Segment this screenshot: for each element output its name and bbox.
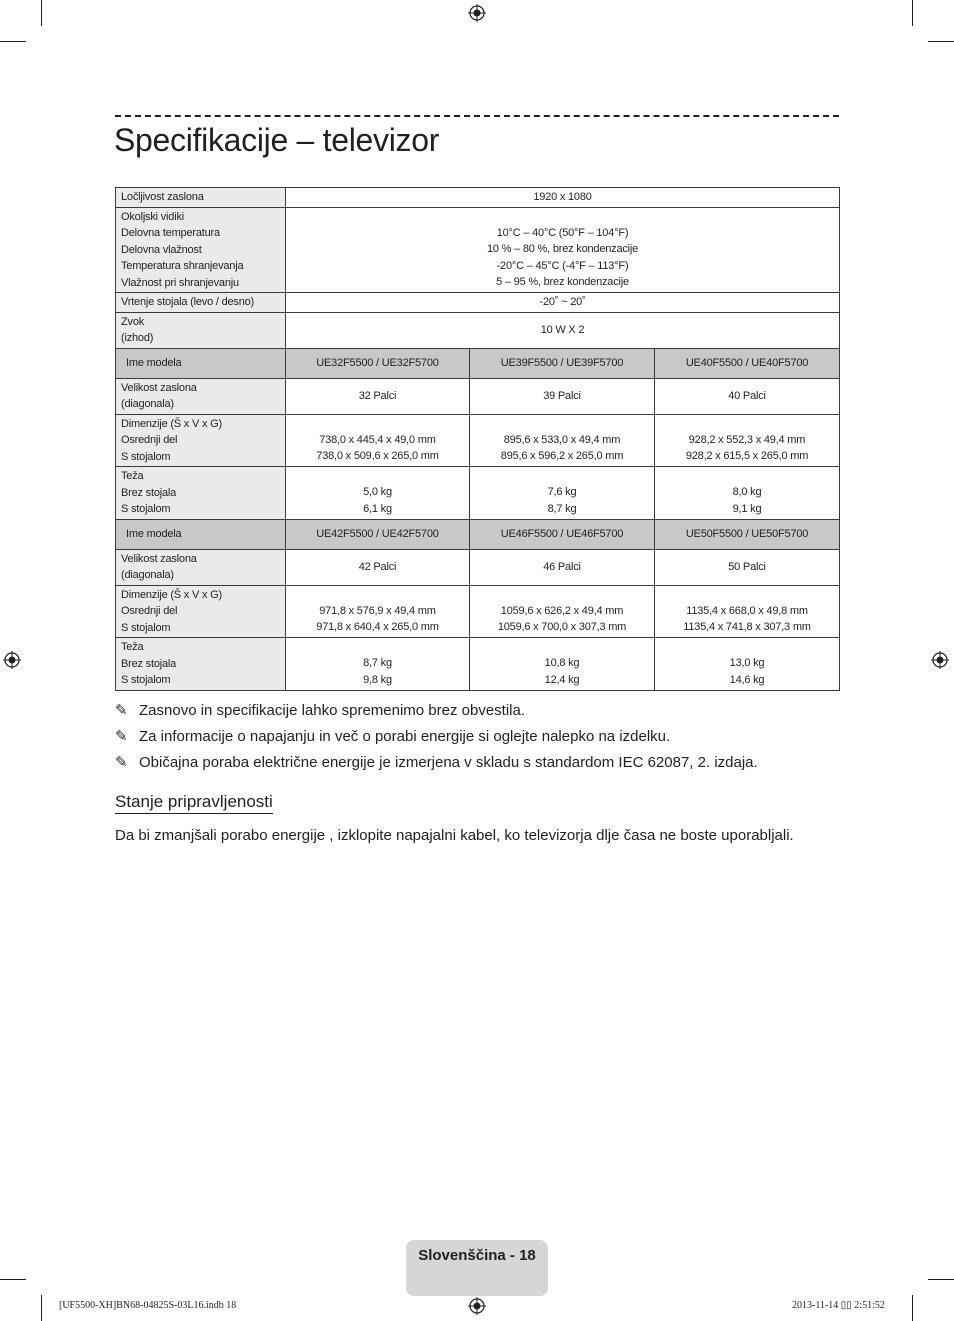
pencil-note-icon: ✎ <box>115 754 128 771</box>
row-label: Velikost zaslona (diagonala) <box>116 549 286 585</box>
row-label: Teža Brez stojala S stojalom <box>116 638 286 691</box>
table-row <box>116 549 840 585</box>
registration-mark-icon <box>931 651 949 669</box>
table-row <box>116 519 840 549</box>
row-label: Ločljivost zaslona <box>116 188 286 208</box>
row-value: 40 Palci <box>655 378 840 414</box>
row-label: Velikost zaslona (diagonala) <box>116 378 286 414</box>
row-label: Teža Brez stojala S stojalom <box>116 467 286 520</box>
row-value: 46 Palci <box>470 549 655 585</box>
table-row <box>116 293 840 313</box>
crop-mark <box>912 0 913 26</box>
model-header-label: Ime modela <box>116 519 286 549</box>
model-header-label: Ime modela <box>116 348 286 378</box>
table-row <box>116 348 840 378</box>
table-row <box>116 585 840 638</box>
crop-mark <box>0 41 26 42</box>
row-value: 10 W X 2 <box>286 312 840 348</box>
crop-mark <box>928 41 954 42</box>
row-label: Okoljski vidiki Delovna temperatura Delovna vlažnost Temperatura shranjevanja Vlažnost pri shranjevanju <box>116 207 286 293</box>
row-value: 971,8 x 576,9 x 49,4 mm 971,8 x 640,4 x 265,0 mm <box>286 585 470 638</box>
page-number-label: Slovenščina - 18 <box>418 1247 536 1264</box>
list-item <box>115 698 875 724</box>
row-value: 8,0 kg 9,1 kg <box>655 467 840 520</box>
row-value: 32 Palci <box>286 378 470 414</box>
page-number-tab <box>406 1240 548 1296</box>
table-row <box>116 312 840 348</box>
row-value: 1059,6 x 626,2 x 49,4 mm 1059,6 x 700,0 x 307,3 mm <box>470 585 655 638</box>
row-label: Dimenzije (Š x V x G) Osrednji del S stojalom <box>116 585 286 638</box>
note-text: Običajna poraba električne energije je izmerjena v skladu s standardom IEC 62087, 2. izdaja. <box>139 754 758 771</box>
section-heading: Stanje pripravljenosti <box>115 792 273 814</box>
row-value: 42 Palci <box>286 549 470 585</box>
crop-mark <box>928 1279 954 1280</box>
row-value: 13,0 kg 14,6 kg <box>655 638 840 691</box>
table-row <box>116 378 840 414</box>
model-name: UE39F5500 / UE39F5700 <box>470 348 655 378</box>
row-value: 5,0 kg 6,1 kg <box>286 467 470 520</box>
crop-mark <box>41 1295 42 1321</box>
registration-mark-icon <box>468 1297 486 1315</box>
row-value: 1135,4 x 668,0 x 49,8 mm 1135,4 x 741,8 x 307,3 mm <box>655 585 840 638</box>
list-item <box>115 724 875 750</box>
spec-table <box>115 187 840 691</box>
row-value: 50 Palci <box>655 549 840 585</box>
model-name: UE40F5500 / UE40F5700 <box>655 348 840 378</box>
crop-mark <box>0 1279 26 1280</box>
model-name: UE50F5500 / UE50F5700 <box>655 519 840 549</box>
row-value: 738,0 x 445,4 x 49,0 mm 738,0 x 509,6 x 265,0 mm <box>286 414 470 467</box>
row-value: 895,6 x 533,0 x 49,4 mm 895,6 x 596,2 x 265,0 mm <box>470 414 655 467</box>
table-row <box>116 638 840 691</box>
row-value: 1920 x 1080 <box>286 188 840 208</box>
row-value: 928,2 x 552,3 x 49,4 mm 928,2 x 615,5 x 265,0 mm <box>655 414 840 467</box>
model-name: UE32F5500 / UE32F5700 <box>286 348 470 378</box>
file-slug: [UF5500-XH]BN68-04825S-03L16.indb 18 <box>59 1300 237 1311</box>
row-value: 10°C – 40°C (50°F – 104°F) 10 % – 80 %, brez kondenzacije -20°C – 45°C (-4°F – 113°F) 5 – 95 %, brez kondenzacije <box>286 207 840 293</box>
table-row <box>116 467 840 520</box>
crop-mark <box>41 0 42 26</box>
title-divider <box>115 115 839 117</box>
model-name: UE46F5500 / UE46F5700 <box>470 519 655 549</box>
table-row <box>116 414 840 467</box>
row-label: Vrtenje stojala (levo / desno) <box>116 293 286 313</box>
model-name: UE42F5500 / UE42F5700 <box>286 519 470 549</box>
date-slug: 2013-11-14 ▯▯ 2:51:52 <box>792 1300 885 1311</box>
row-value: 39 Palci <box>470 378 655 414</box>
row-value: 10,8 kg 12,4 kg <box>470 638 655 691</box>
note-text: Za informacije o napajanju in več o porabi energije si oglejte nalepko na izdelku. <box>139 728 671 745</box>
row-label: Zvok (izhod) <box>116 312 286 348</box>
pencil-note-icon: ✎ <box>115 702 128 719</box>
crop-mark <box>912 1295 913 1321</box>
row-label: Dimenzije (Š x V x G) Osrednji del S stojalom <box>116 414 286 467</box>
table-row <box>116 188 840 208</box>
page-title: Specifikacije – televizor <box>114 122 440 158</box>
row-value: 8,7 kg 9,8 kg <box>286 638 470 691</box>
table-row <box>116 207 840 293</box>
row-value: -20˚ ~ 20˚ <box>286 293 840 313</box>
notes-list <box>115 698 875 776</box>
list-item <box>115 750 875 776</box>
body-paragraph: Da bi zmanjšali porabo energije , izklopite napajalni kabel, ko televizorja dlje časa ne boste uporabljali. <box>115 827 794 844</box>
registration-mark-icon <box>3 651 21 669</box>
registration-mark-icon <box>468 4 486 22</box>
row-value: 7,6 kg 8,7 kg <box>470 467 655 520</box>
note-text: Zasnovo in specifikacije lahko spremenimo brez obvestila. <box>139 702 526 719</box>
pencil-note-icon: ✎ <box>115 728 128 745</box>
